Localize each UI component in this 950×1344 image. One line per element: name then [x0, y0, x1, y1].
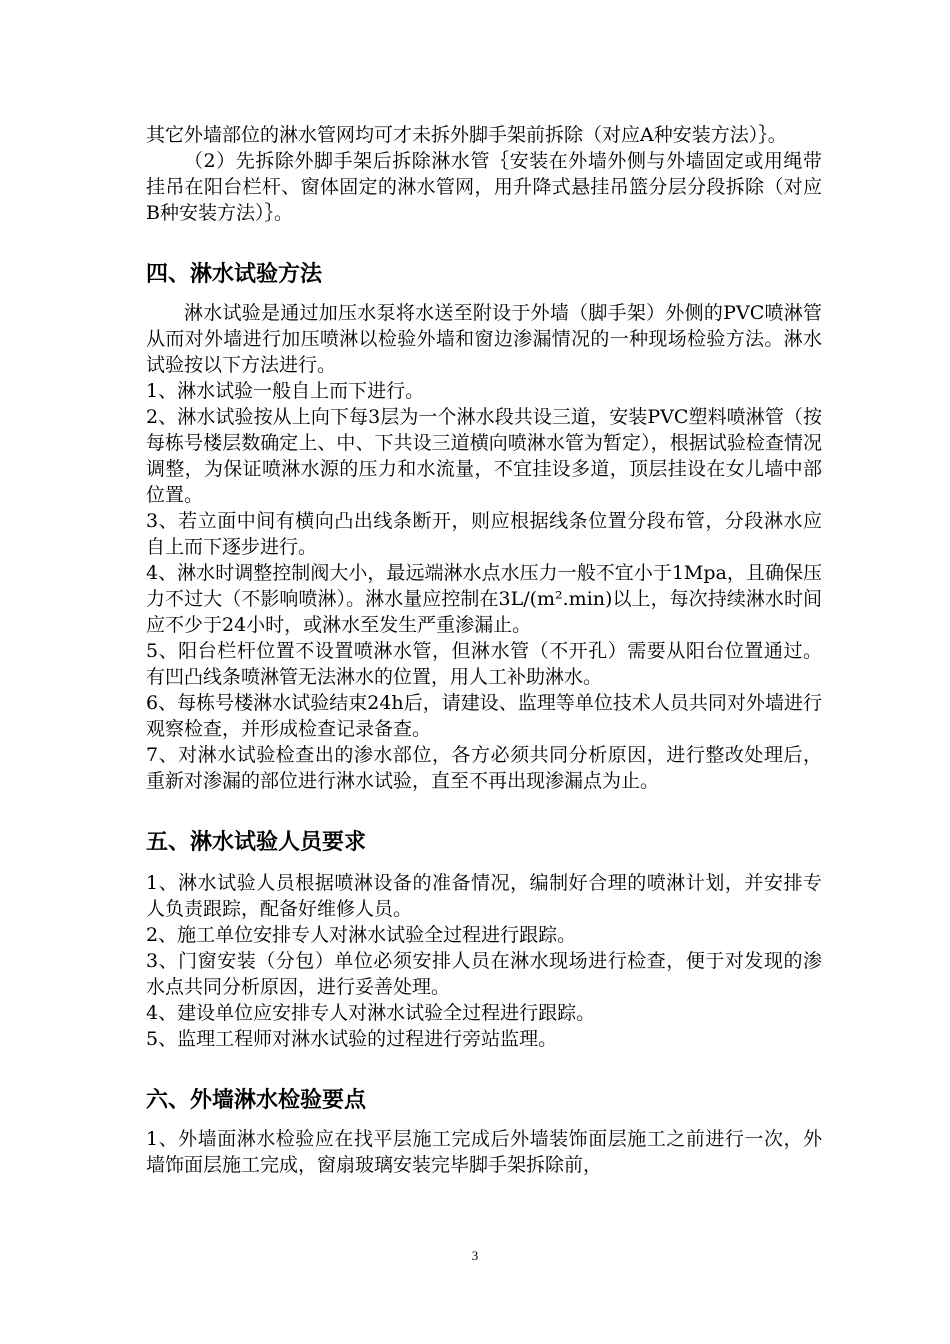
section-5-item: 3、门窗安装（分包）单位必须安排人员在淋水现场进行检查，便于对发现的渗水点共同分析原因，进行妥善处理。 [146, 950, 822, 998]
section-5-item: 4、建设单位应安排专人对淋水试验全过程进行跟踪。 [146, 1002, 596, 1024]
section-4-item: 3、若立面中间有横向凸出线条断开，则应根据线条位置分段布管，分段淋水应自上而下逐步进行。 [146, 510, 822, 558]
section-4-lead: 淋水试验是通过加压水泵将水送至附设于外墙（脚手架）外侧的PVC喷淋管从而对外墙进行加压喷淋以检验外墙和窗边渗漏情况的一种现场检验方法。淋水试验按以下方法进行。 [146, 302, 822, 376]
intro-paragraph-2: （2）先拆除外脚手架后拆除淋水管｛安装在外墙外侧与外墙固定或用绳带挂吊在阳台栏杆、窗体固定的淋水管网，用升降式悬挂吊篮分层分段拆除（对应B种安装方法）｝。 [146, 150, 822, 224]
section-4-item: 5、阳台栏杆位置不设置喷淋水管，但淋水管（不开孔）需要从阳台位置通过。有凹凸线条喷淋管无法淋水的位置，用人工补助淋水。 [146, 640, 822, 688]
section-4-item: 4、淋水时调整控制阀大小，最远端淋水点水压力一般不宜小于1Mpa，且确保压力不过大（不影响喷淋）。淋水量应控制在3L/(m².min)以上，每次持续淋水时间应不少于24小时，或淋水至发生严重渗漏止。 [146, 562, 822, 636]
page-number: 3 [471, 1248, 479, 1263]
intro-paragraph-1: 其它外墙部位的淋水管网均可才未拆外脚手架前拆除（对应A种安装方法）｝。 [146, 124, 787, 146]
section-4-item: 6、每栋号楼淋水试验结束24h后，请建设、监理等单位技术人员共同对外墙进行观察检查，并形成检查记录备查。 [146, 692, 822, 740]
section-6-title: 六、外墙淋水检验要点 [146, 1088, 367, 1113]
document-page [146, 122, 822, 1178]
section-4-item: 1、淋水试验一般自上而下进行。 [146, 380, 425, 402]
section-4-item: 7、对淋水试验检查出的渗水部位，各方必须共同分析原因，进行整改处理后，重新对渗漏的部位进行淋水试验，直至不再出现渗漏点为止。 [146, 744, 822, 792]
section-6-item: 1、外墙面淋水检验应在找平层施工完成后外墙装饰面层施工之前进行一次，外墙饰面层施工完成，窗扇玻璃安装完毕脚手架拆除前， [146, 1128, 822, 1176]
section-5-item: 5、监理工程师对淋水试验的过程进行旁站监理。 [146, 1028, 558, 1050]
section-4-item: 2、淋水试验按从上向下每3层为一个淋水段共设三道，安装PVC塑料喷淋管（按每栋号楼层数确定上、中、下共设三道横向喷淋水管为暂定），根据试验检查情况调整，为保证喷淋水源的压力和水流量，不宜挂设多道，顶层挂设在女儿墙中部位置。 [146, 406, 822, 506]
section-5-title: 五、淋水试验人员要求 [146, 830, 367, 855]
section-5-item: 1、淋水试验人员根据喷淋设备的准备情况，编制好合理的喷淋计划，并安排专人负责跟踪，配备好维修人员。 [146, 872, 822, 920]
section-5-item: 2、施工单位安排专人对淋水试验全过程进行跟踪。 [146, 924, 577, 946]
section-4-title: 四、淋水试验方法 [146, 262, 323, 287]
